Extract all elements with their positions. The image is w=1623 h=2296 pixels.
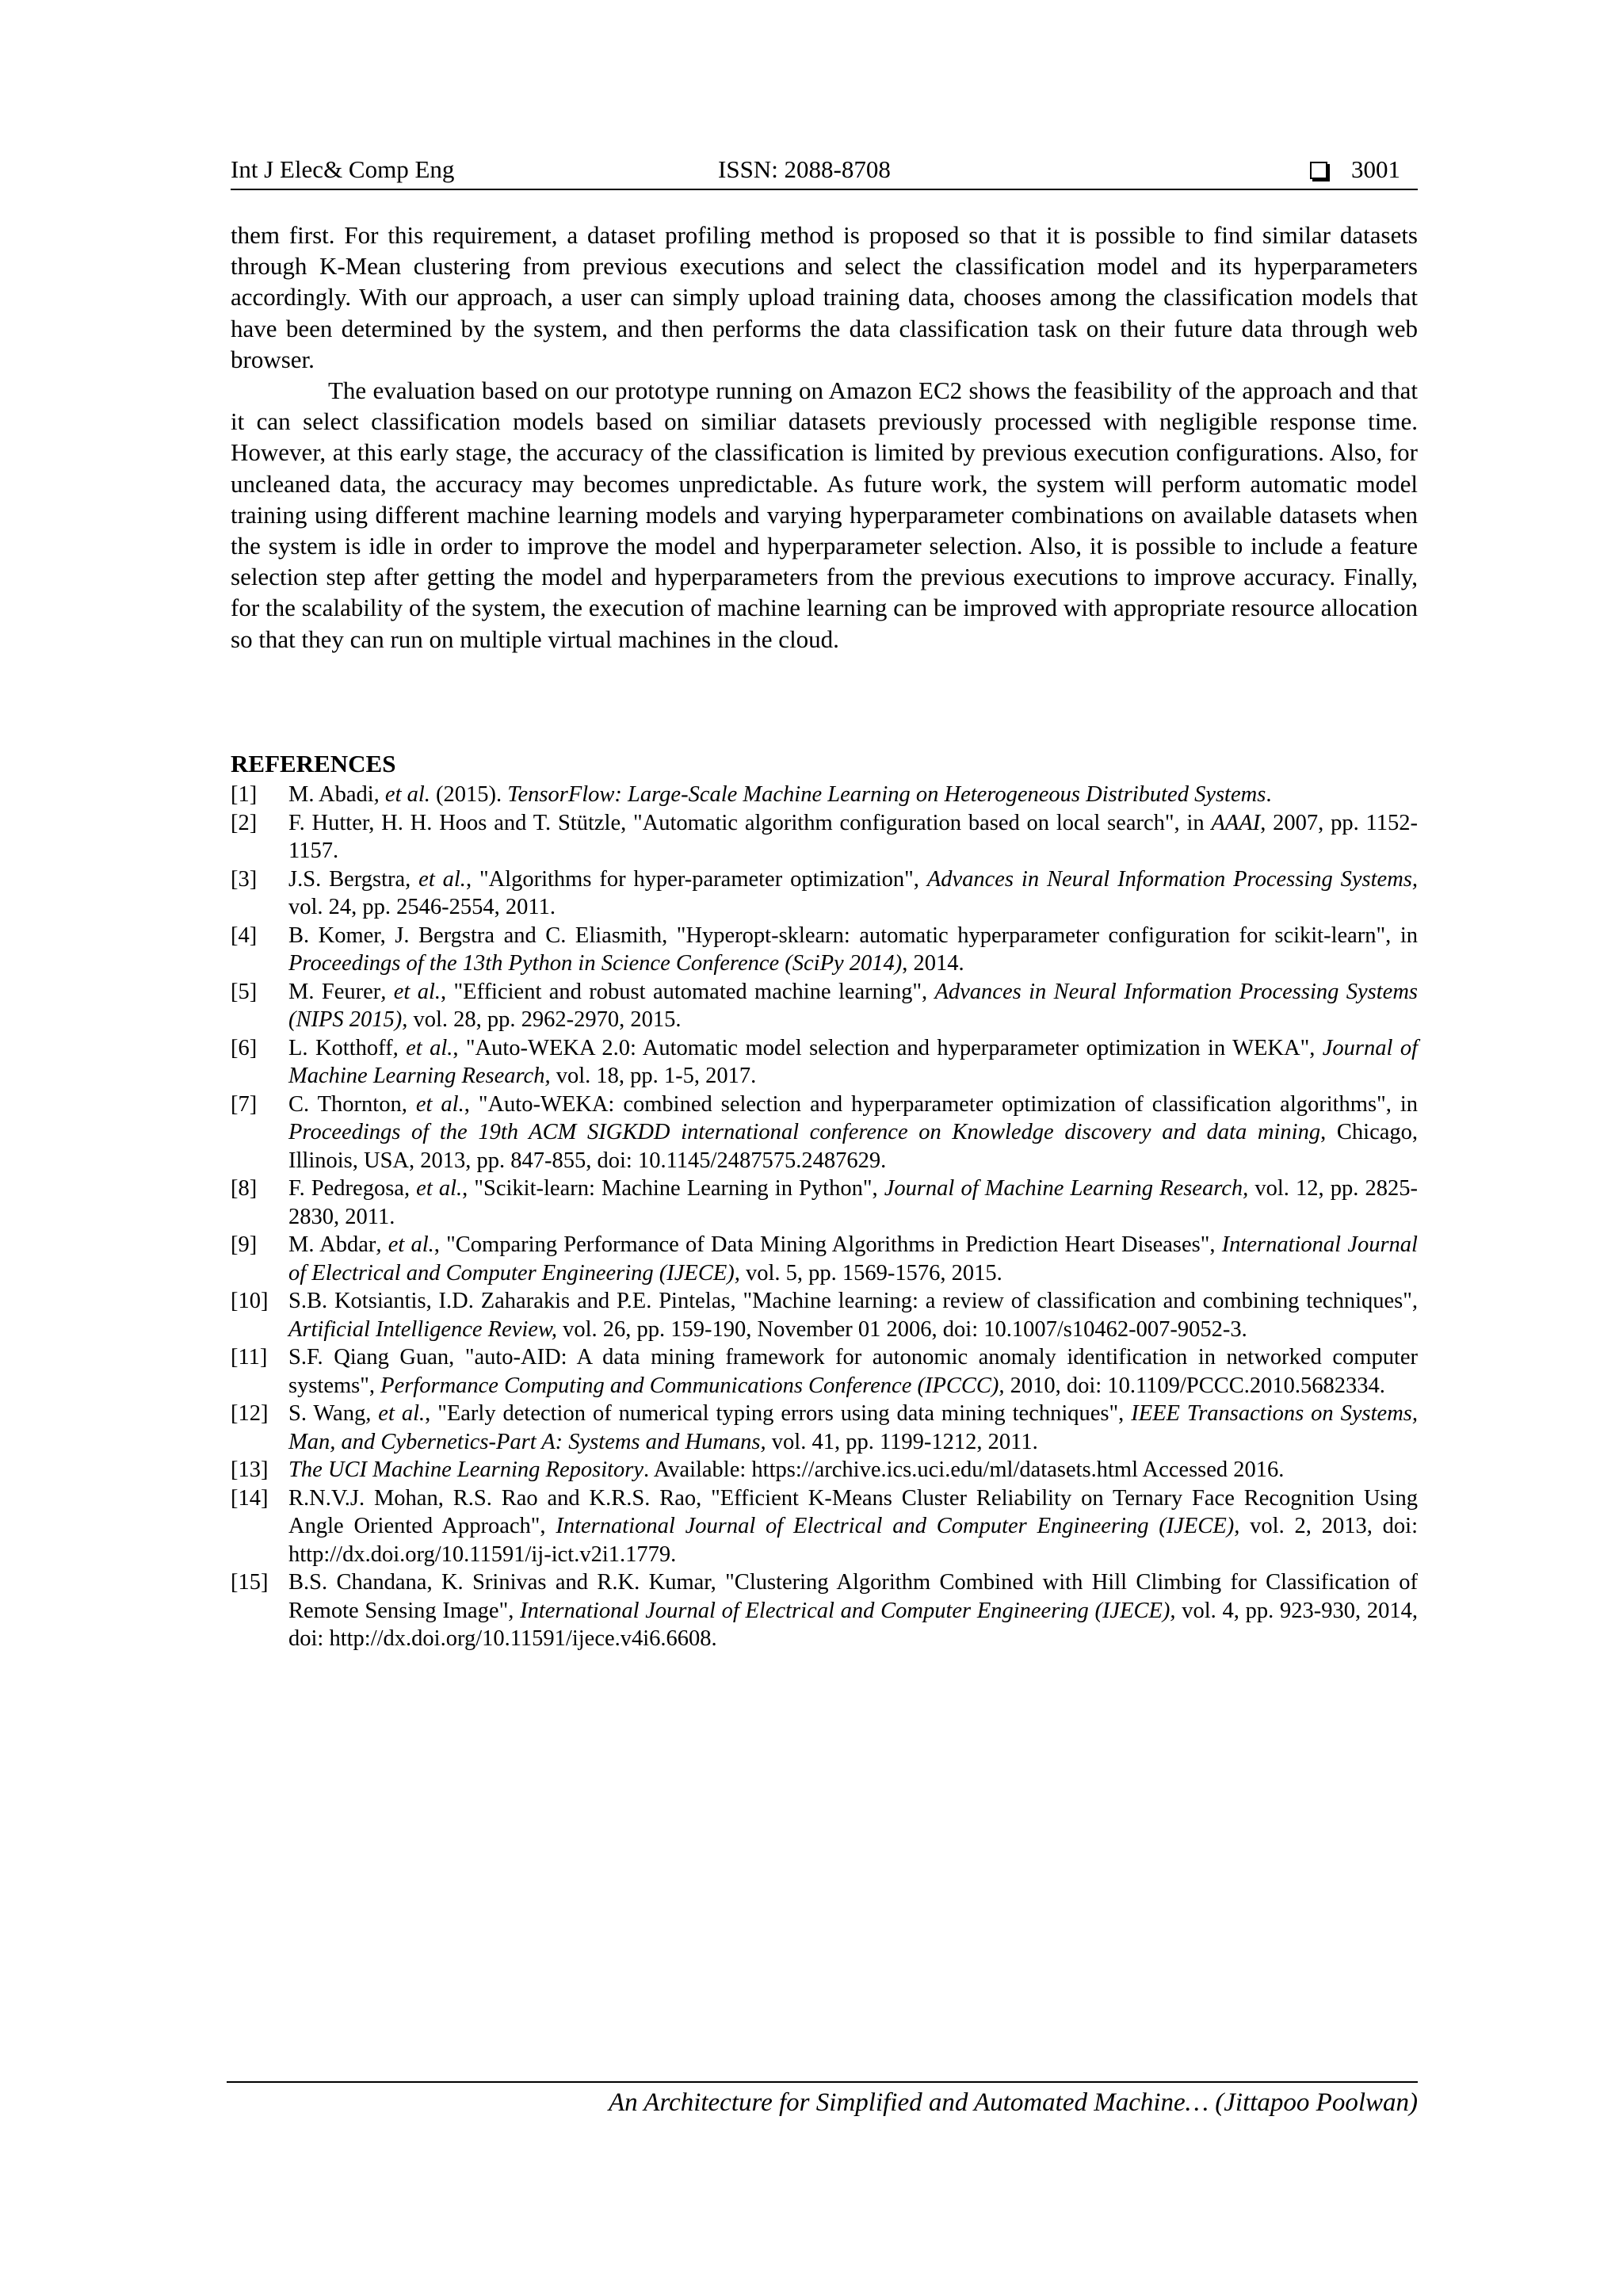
reference-segment: F. Pedregosa bbox=[288, 1176, 404, 1201]
reference-item bbox=[231, 1400, 1418, 1456]
reference-number: [15] bbox=[231, 1570, 269, 1595]
reference-text bbox=[288, 1091, 1418, 1175]
reference-text bbox=[288, 781, 1418, 809]
reference-italic-segment: , et al. bbox=[365, 1401, 426, 1426]
reference-italic-segment: International Journal of Electrical and Computer Engineering (IJECE), bbox=[288, 1232, 1418, 1286]
reference-item bbox=[231, 1456, 1418, 1484]
reference-segment: , 2014. bbox=[902, 951, 964, 976]
footer-running-title: An Architecture for Simplified and Automated Machine… (Jittapoo Poolwan) bbox=[608, 2088, 1418, 2117]
reference-text bbox=[288, 1175, 1418, 1231]
reference-item bbox=[231, 1091, 1418, 1175]
paragraph-1: them first. For this requirement, a dataset profiling method is proposed so that it is possible to find similar datasets through K-Mean clustering from previous executions and select the classification model and its hyperparameters accordingly. With our approach, a user can simply upload training data, chooses among the classification models that have been determined by the system, and then performs the data classification task on their future data through web browser. bbox=[231, 221, 1418, 373]
reference-segment: , "Auto-WEKA: combined selection and hyperparameter optimization of classification algorithms", in bbox=[464, 1091, 1418, 1117]
reference-segment: (2015). bbox=[430, 782, 508, 807]
reference-segment: B.S. Chandana, K. Srinivas and R.K. Kumar, "Clustering Algorithm Combined with Hill Climbing for Classification of Remote Sensing Image", bbox=[288, 1570, 1418, 1623]
reference-italic-segment: IEEE Transactions on Systems, Man, and Cybernetics-Part A: Systems and Humans, bbox=[288, 1401, 1418, 1454]
reference-text bbox=[288, 1231, 1418, 1287]
reference-italic-segment: Journal of Machine Learning Research, bbox=[288, 1035, 1418, 1088]
reference-italic-segment: TensorFlow: Large-Scale Machine Learning on Heterogeneous Distributed Systems bbox=[507, 782, 1266, 807]
reference-italic-segment: , et al. bbox=[392, 1035, 453, 1060]
reference-item bbox=[231, 1343, 1418, 1400]
reference-item bbox=[231, 978, 1418, 1034]
reference-segment: M. Abadi bbox=[288, 782, 374, 807]
checkbox-square-icon bbox=[1310, 162, 1327, 179]
reference-segment: . Available: https://archive.ics.uci.edu/ml/datasets.html Accessed 2016. bbox=[643, 1457, 1285, 1482]
reference-item bbox=[231, 865, 1418, 922]
reference-italic-segment: , et al. bbox=[380, 979, 441, 1004]
reference-segment: vol. 4, pp. 923-930, 2014, doi: http://dx.doi.org/10.11591/ijece.v4i6.6608. bbox=[288, 1598, 1418, 1651]
page-number: 3001 bbox=[1351, 155, 1400, 183]
reference-segment: , 2007, pp. 1152-1157. bbox=[288, 810, 1418, 863]
paragraph-2: The evaluation based on our prototype running on Amazon EC2 shows the feasibility of the approach and that it can select classification models based on similiar datasets previously processed with negligible response time. However, at this early stage, the accuracy of the classification is limited by previous execution configurations. Also, for uncleaned data, the accuracy may becomes unpredictable. As future work, the system will perform automatic model training using different machine learning models and varying hyperparameter combinations on available datasets when the system is idle in order to improve the model and hyperparameter selection. Also, it is possible to include a feature selection step after getting the model and hyperparameters from the previous executions to improve accuracy. Finally, for the scalability of the system, the execution of machine learning can be improved with appropriate resource allocation so that they can run on multiple virtual machines in the cloud. bbox=[231, 376, 1418, 653]
reference-segment: vol. 12, pp. 2825-2830, 2011. bbox=[288, 1176, 1418, 1229]
reference-text bbox=[288, 1568, 1418, 1653]
reference-text bbox=[288, 1287, 1418, 1343]
reference-italic-segment: Artificial Intelligence Review, bbox=[288, 1316, 557, 1342]
reference-number: [14] bbox=[231, 1485, 269, 1511]
reference-text bbox=[288, 1034, 1418, 1091]
reference-segment: , "Early detection of numerical typing errors using data mining techniques", bbox=[425, 1401, 1132, 1426]
reference-italic-segment: , et al. bbox=[373, 782, 430, 807]
reference-text bbox=[288, 809, 1418, 865]
reference-number: [2] bbox=[231, 810, 258, 835]
reference-segment: M. Abdar bbox=[288, 1232, 376, 1257]
reference-segment: vol. 28, pp. 2962-2970, 2015. bbox=[407, 1007, 682, 1032]
reference-item bbox=[231, 1034, 1418, 1091]
reference-segment: L. Kotthoff bbox=[288, 1035, 393, 1060]
issn-label: ISSN: 2088-8708 bbox=[718, 155, 891, 183]
reference-italic-segment: Proceedings of the 19th ACM SIGKDD international conference on Knowledge discovery and data mining bbox=[288, 1120, 1321, 1144]
reference-italic-segment: International Journal of Electrical and Computer Engineering (IJECE), bbox=[556, 1514, 1240, 1538]
reference-italic-segment: AAAI bbox=[1211, 810, 1261, 835]
reference-italic-segment: , et al. bbox=[405, 866, 466, 892]
page-header bbox=[231, 152, 1418, 190]
reference-item bbox=[231, 1231, 1418, 1287]
reference-number: [9] bbox=[231, 1232, 258, 1257]
reference-text bbox=[288, 922, 1418, 978]
reference-number: [1] bbox=[231, 782, 258, 807]
reference-italic-segment: , et al. bbox=[401, 1091, 464, 1117]
page-number-group bbox=[1310, 155, 1400, 184]
reference-number: [13] bbox=[231, 1457, 269, 1482]
reference-segment: 2010, doi: 10.1109/PCCC.2010.5682334. bbox=[1004, 1373, 1385, 1398]
reference-segment: S.F. Qiang Guan, "auto-AID: A data mining framework for autonomic anomaly identification in networked computer systems", bbox=[288, 1345, 1418, 1398]
reference-segment: vol. 26, pp. 159-190, November 01 2006, doi: 10.1007/s10462-007-9052-3. bbox=[556, 1316, 1247, 1342]
reference-italic-segment: International Journal of Electrical and Computer Engineering (IJECE), bbox=[520, 1598, 1176, 1623]
reference-segment: , "Scikit-learn: Machine Learning in Python", bbox=[462, 1176, 884, 1201]
reference-segment: vol. 18, pp. 1-5, 2017. bbox=[550, 1064, 757, 1088]
reference-segment: . bbox=[1266, 782, 1272, 807]
reference-item bbox=[231, 1484, 1418, 1569]
reference-number: [12] bbox=[231, 1401, 269, 1426]
reference-text bbox=[288, 1400, 1418, 1456]
reference-number: [10] bbox=[231, 1289, 269, 1313]
reference-item bbox=[231, 1568, 1418, 1653]
reference-segment: , Chicago, Illinois, USA, 2013, pp. 847-855, doi: 10.1145/2487575.2487629. bbox=[288, 1120, 1418, 1173]
reference-segment: S.B. Kotsiantis, I.D. Zaharakis and P.E. Pintelas, "Machine learning: a review of classification and combining techniques", bbox=[288, 1289, 1418, 1313]
reference-text bbox=[288, 978, 1418, 1034]
reference-segment: , "Algorithms for hyper-parameter optimization", bbox=[465, 866, 927, 892]
reference-segment: B. Komer, J. Bergstra and C. Eliasmith, "Hyperopt-sklearn: automatic hyperparameter configuration for scikit-learn", in bbox=[288, 923, 1418, 948]
reference-item bbox=[231, 1175, 1418, 1231]
reference-segment: C. Thornton bbox=[288, 1091, 402, 1117]
reference-italic-segment: , et al. bbox=[403, 1176, 463, 1201]
reference-segment: R.N.V.J. Mohan, R.S. Rao and K.R.S. Rao, "Efficient K-Means Cluster Reliability on Ternary Face Recognition Using Angle Oriented Approach", bbox=[288, 1485, 1418, 1538]
body-text bbox=[231, 220, 1418, 655]
reference-segment: J.S. Bergstra bbox=[288, 866, 406, 892]
reference-text bbox=[288, 1456, 1418, 1484]
reference-text bbox=[288, 1343, 1418, 1400]
reference-item bbox=[231, 1287, 1418, 1343]
reference-italic-segment: Performance Computing and Communications Conference (IPCCC), bbox=[380, 1373, 1005, 1398]
reference-number: [7] bbox=[231, 1091, 258, 1117]
references-list bbox=[231, 781, 1418, 1653]
reference-number: [6] bbox=[231, 1035, 258, 1060]
reference-segment: , "Auto-WEKA 2.0: Automatic model selection and hyperparameter optimization in WEKA", bbox=[453, 1035, 1323, 1060]
reference-italic-segment: Journal of Machine Learning Research, bbox=[884, 1176, 1249, 1201]
reference-item bbox=[231, 781, 1418, 809]
footer-divider bbox=[227, 2081, 1418, 2083]
reference-number: [11] bbox=[231, 1345, 268, 1370]
reference-number: [8] bbox=[231, 1176, 258, 1201]
reference-item bbox=[231, 922, 1418, 978]
references-heading: REFERENCES bbox=[231, 750, 396, 777]
reference-number: [4] bbox=[231, 923, 258, 948]
reference-text bbox=[288, 1484, 1418, 1569]
reference-segment: vol. 41, pp. 1199-1212, 2011. bbox=[766, 1429, 1038, 1454]
reference-segment: M. Feurer bbox=[288, 979, 381, 1004]
reference-number: [5] bbox=[231, 979, 258, 1004]
reference-segment: F. Hutter, H. H. Hoos and T. Stützle, "Automatic algorithm configuration based on local search", in bbox=[288, 810, 1212, 835]
reference-segment: vol. 24, pp. 2546-2554, 2011. bbox=[288, 895, 556, 919]
reference-segment: , "Comparing Performance of Data Mining Algorithms in Prediction Heart Diseases", bbox=[433, 1232, 1222, 1257]
reference-italic-segment: The UCI Machine Learning Repository bbox=[288, 1457, 644, 1482]
reference-segment: S. Wang bbox=[288, 1401, 366, 1426]
reference-italic-segment: , et al. bbox=[376, 1232, 434, 1257]
reference-italic-segment: Advances in Neural Information Processing Systems (NIPS 2015), bbox=[288, 979, 1418, 1032]
reference-text bbox=[288, 865, 1418, 922]
reference-number: [3] bbox=[231, 866, 258, 892]
reference-segment: vol. 2, 2013, doi: http://dx.doi.org/10.11591/ij-ict.v2i1.1779. bbox=[288, 1514, 1418, 1567]
reference-item bbox=[231, 809, 1418, 865]
journal-name: Int J Elec& Comp Eng bbox=[231, 155, 455, 183]
reference-italic-segment: Proceedings of the 13th Python in Science Conference (SciPy 2014) bbox=[288, 951, 903, 976]
reference-italic-segment: Advances in Neural Information Processing Systems, bbox=[926, 866, 1418, 892]
reference-segment: , "Efficient and robust automated machine learning", bbox=[441, 979, 935, 1004]
reference-segment: vol. 5, pp. 1569-1576, 2015. bbox=[739, 1260, 1002, 1286]
